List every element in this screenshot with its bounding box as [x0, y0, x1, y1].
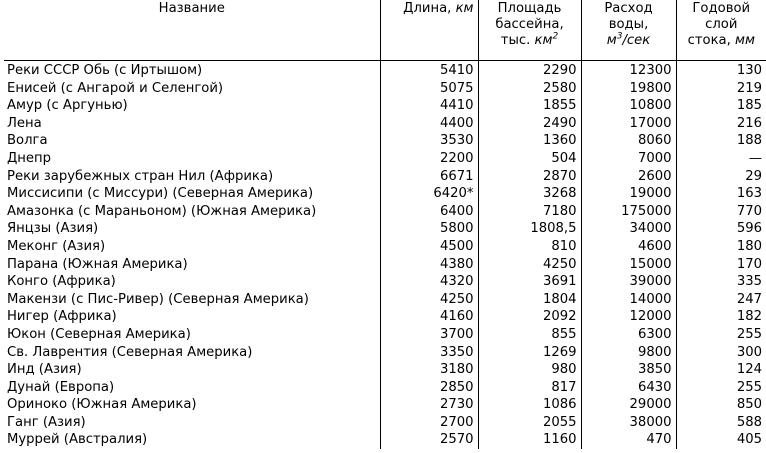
header-flow-unit-sup: 3 — [616, 31, 623, 42]
cell-runoff: 180 — [676, 238, 766, 256]
cell-length: 3180 — [380, 361, 478, 379]
cell-runoff: 170 — [676, 256, 766, 274]
cell-area: 1360 — [478, 132, 581, 150]
cell-area: 1804 — [478, 291, 581, 309]
table-row — [4, 273, 766, 291]
header-area — [478, 0, 581, 61]
table-row — [4, 414, 766, 432]
header-flow-unit — [607, 33, 650, 48]
table-row — [4, 379, 766, 397]
cell-name: Амур (с Аргунью) — [7, 98, 128, 114]
cell-flow: 2600 — [581, 168, 676, 186]
header-length-label: Длина, — [403, 1, 452, 16]
cell-area: 7180 — [478, 203, 581, 221]
cell-flow: 38000 — [581, 414, 676, 432]
cell-runoff: 216 — [676, 115, 766, 133]
cell-length: 4500 — [380, 238, 478, 256]
cell-area: 810 — [478, 238, 581, 256]
cell-length: 6420* — [380, 185, 478, 203]
header-area-unit-base: км — [534, 33, 553, 48]
header-flow — [581, 0, 676, 61]
cell-flow: 12000 — [581, 308, 676, 326]
cell-name: Парана (Южная Америка) — [7, 256, 188, 272]
cell-flow: 12300 — [581, 61, 676, 80]
cell-flow: 19800 — [581, 80, 676, 98]
table-row — [4, 97, 766, 115]
cell-area: 2055 — [478, 414, 581, 432]
table-row — [4, 61, 766, 80]
cell-name: Лена — [7, 115, 42, 131]
header-runoff-line1: Годовой — [692, 1, 751, 16]
cell-area: 4250 — [478, 256, 581, 274]
table-row — [4, 361, 766, 379]
cell-flow: 10800 — [581, 97, 676, 115]
cell-flow: 34000 — [581, 220, 676, 238]
header-runoff-unit: мм — [735, 33, 755, 48]
cell-area: 855 — [478, 326, 581, 344]
cell-area: 1086 — [478, 396, 581, 414]
table-header — [4, 0, 766, 61]
cell-runoff: 300 — [676, 344, 766, 362]
cell-name: Меконг (Азия) — [7, 238, 106, 254]
cell-runoff: 182 — [676, 308, 766, 326]
cell-flow: 14000 — [581, 291, 676, 309]
cell-flow: 175000 — [581, 203, 676, 221]
cell-area: 2092 — [478, 308, 581, 326]
table-row — [4, 431, 766, 449]
cell-area: 1160 — [478, 431, 581, 449]
cell-runoff: 405 — [676, 431, 766, 449]
cell-name: Макензи (с Пис-Ривер) (Северная Америка) — [7, 291, 309, 307]
cell-length: 4320 — [380, 273, 478, 291]
cell-length: 2850 — [380, 379, 478, 397]
header-flow-line2: воды, — [608, 17, 649, 32]
cell-length: 4380 — [380, 256, 478, 274]
header-runoff-line2: слой — [705, 17, 738, 32]
header-row — [4, 0, 766, 61]
cell-flow: 470 — [581, 431, 676, 449]
rivers-table — [4, 0, 766, 449]
table-row — [4, 168, 766, 186]
header-runoff — [676, 0, 766, 61]
cell-length: 2200 — [380, 150, 478, 168]
cell-flow: 15000 — [581, 256, 676, 274]
cell-flow: 3850 — [581, 361, 676, 379]
cell-name: Нигер (Африка) — [7, 309, 117, 325]
cell-name: Амазонка (с Мараньоном) (Южная Америка) — [7, 203, 317, 219]
cell-length: 4160 — [380, 308, 478, 326]
header-flow-unit-base: м — [606, 33, 617, 48]
cell-area: 504 — [478, 150, 581, 168]
cell-name: Енисей (с Ангарой и Селенгой) — [7, 80, 224, 96]
cell-runoff: 185 — [676, 97, 766, 115]
header-area-line2: бассейна, — [495, 17, 564, 32]
table-row — [4, 132, 766, 150]
cell-area: 3691 — [478, 273, 581, 291]
cell-length: 4400 — [380, 115, 478, 133]
cell-name: Муррей (Австралия) — [7, 432, 148, 448]
cell-flow: 17000 — [581, 115, 676, 133]
table-row — [4, 344, 766, 362]
cell-name: Св. Лаврентия (Северная Америка) — [7, 344, 253, 360]
cell-area: 1855 — [478, 97, 581, 115]
cell-length: 2730 — [380, 396, 478, 414]
cell-runoff: 335 — [676, 273, 766, 291]
cell-runoff: 29 — [676, 168, 766, 186]
table-row — [4, 256, 766, 274]
cell-flow: 19000 — [581, 185, 676, 203]
cell-name: Реки СССР Обь (с Иртышом) — [7, 63, 203, 78]
cell-name: Ганг (Азия) — [7, 414, 86, 430]
cell-name: Реки зарубежных стран Нил (Африка) — [7, 168, 274, 184]
table-body — [4, 61, 766, 450]
header-area-line1: Площадь — [497, 1, 562, 16]
cell-name: Дунай (Европа) — [7, 379, 115, 395]
header-area-unit — [535, 33, 559, 48]
table-row — [4, 203, 766, 221]
table-row — [4, 326, 766, 344]
cell-length: 5800 — [380, 220, 478, 238]
cell-area: 2580 — [478, 80, 581, 98]
header-area-unit-sup: 2 — [552, 31, 559, 42]
header-length-unit: км — [455, 1, 474, 16]
cell-name: Волга — [7, 133, 48, 149]
cell-flow: 39000 — [581, 273, 676, 291]
header-flow-unit-rest: /сек — [622, 33, 651, 48]
cell-runoff: 247 — [676, 291, 766, 309]
cell-name: Миссисипи (с Миссури) (Северная Америка) — [7, 186, 314, 202]
cell-length: 6400 — [380, 203, 478, 221]
cell-name: Ориноко (Южная Америка) — [7, 397, 197, 413]
header-name — [4, 0, 380, 61]
header-flow-line1: Расход — [604, 1, 653, 16]
cell-area: 980 — [478, 361, 581, 379]
cell-flow: 7000 — [581, 150, 676, 168]
table-row — [4, 291, 766, 309]
cell-runoff: 219 — [676, 80, 766, 98]
cell-runoff: 163 — [676, 185, 766, 203]
cell-name: Конго (Африка) — [7, 274, 116, 290]
cell-flow: 6300 — [581, 326, 676, 344]
table-row — [4, 115, 766, 133]
cell-flow: 9800 — [581, 344, 676, 362]
cell-runoff: 124 — [676, 361, 766, 379]
header-runoff-line3: стока, — [687, 33, 731, 48]
table-row — [4, 220, 766, 238]
cell-length: 4410 — [380, 97, 478, 115]
cell-runoff: 188 — [676, 132, 766, 150]
cell-area: 2870 — [478, 168, 581, 186]
cell-runoff: — — [676, 150, 766, 168]
cell-length: 3700 — [380, 326, 478, 344]
cell-name: Днепр — [7, 150, 52, 166]
table-row — [4, 185, 766, 203]
cell-area: 1808,5 — [478, 220, 581, 238]
header-name-text: Название — [158, 1, 225, 16]
table-row — [4, 80, 766, 98]
table-row — [4, 396, 766, 414]
cell-area: 2490 — [478, 115, 581, 133]
cell-length: 3530 — [380, 132, 478, 150]
table-row — [4, 150, 766, 168]
cell-flow: 8060 — [581, 132, 676, 150]
cell-area: 817 — [478, 379, 581, 397]
table-row — [4, 238, 766, 256]
cell-runoff: 850 — [676, 396, 766, 414]
cell-flow: 29000 — [581, 396, 676, 414]
cell-length: 2570 — [380, 431, 478, 449]
header-length — [380, 0, 478, 61]
cell-name: Юкон (Северная Америка) — [7, 326, 191, 342]
cell-length: 3350 — [380, 344, 478, 362]
cell-runoff: 130 — [676, 61, 766, 80]
cell-name: Инд (Азия) — [7, 362, 82, 378]
cell-length: 5410 — [380, 61, 478, 80]
cell-runoff: 255 — [676, 326, 766, 344]
cell-runoff: 588 — [676, 414, 766, 432]
cell-runoff: 596 — [676, 220, 766, 238]
cell-area: 2290 — [478, 61, 581, 80]
cell-length: 6671 — [380, 168, 478, 186]
cell-length: 5075 — [380, 80, 478, 98]
cell-flow: 6430 — [581, 379, 676, 397]
cell-flow: 4600 — [581, 238, 676, 256]
cell-area: 3268 — [478, 185, 581, 203]
table-row — [4, 308, 766, 326]
cell-length: 4250 — [380, 291, 478, 309]
cell-area: 1269 — [478, 344, 581, 362]
header-area-line3: тыс. — [500, 33, 531, 48]
cell-name: Янцзы (Азия) — [7, 221, 99, 237]
cell-runoff: 255 — [676, 379, 766, 397]
cell-runoff: 770 — [676, 203, 766, 221]
cell-length: 2700 — [380, 414, 478, 432]
